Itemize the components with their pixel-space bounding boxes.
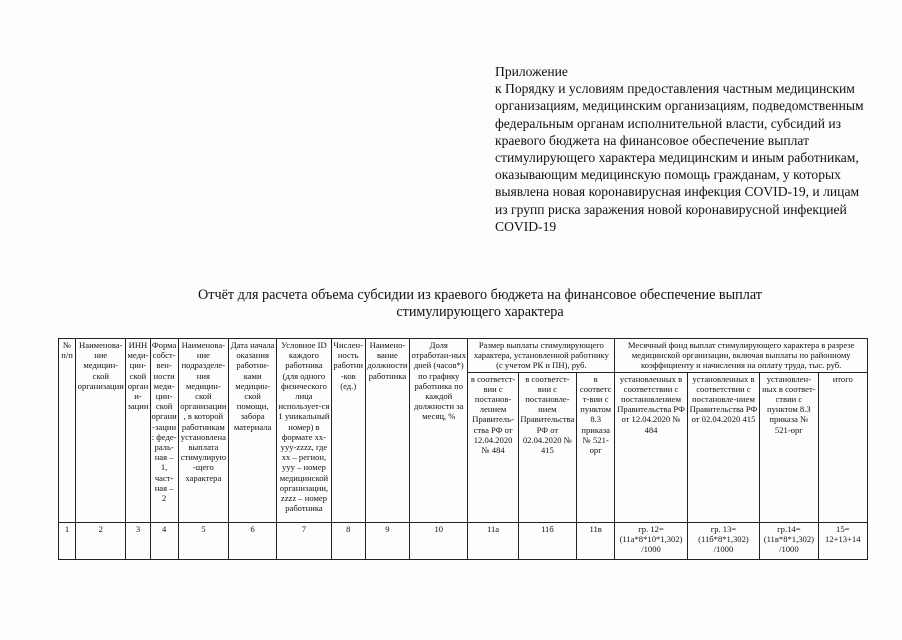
header-cell: в соответст-вии с постанов-лением Правитель-ства РФ от 12.04.2020 № 484	[468, 372, 518, 522]
column-number-cell: 9	[365, 522, 409, 559]
header-group-cell: Месячный фонд выплат стимулирующего характера в разрезе медицинской организации, включая выплаты по районному коэффициенту и начисления на оплату труда, тыс. руб.	[615, 339, 868, 373]
header-cell: Наименова-ние медицин-ской организации	[76, 339, 126, 523]
header-cell: Наименова-ние подразделе-ния медицин-ской организации, в которой работникам установлена выплата стимулирую-щего характера	[178, 339, 228, 523]
appendix-block	[495, 63, 875, 235]
column-number-cell: 11б	[518, 522, 576, 559]
column-number-cell: 4	[150, 522, 178, 559]
header-group-cell: Размер выплаты стимулирующего характера, установленной работнику (с учетом РК и ПН), руб.	[468, 339, 615, 373]
column-number-cell: 11а	[468, 522, 518, 559]
header-cell: Условное ID каждого работника (для одного физического лица использует-ся 1 уникальный номер) в формате хх-ууу-zzzz, где хх – регион, ууу – номер медицинской организации, zzzz – номер работника	[277, 339, 331, 523]
header-cell: итого	[818, 372, 867, 522]
header-row-1	[59, 339, 868, 373]
column-number-cell: гр.14= (11в*8*1,302) /1000	[760, 522, 818, 559]
header-cell: Дата начала оказания работни-ками медицин-ской помощи, забора материала	[229, 339, 277, 523]
column-number-cell: 3	[126, 522, 150, 559]
header-cell: в соответст-вии с постановле-нием Правительства РФ от 02.04.2020 № 415	[518, 372, 576, 522]
column-number-cell: 8	[331, 522, 365, 559]
column-number-cell: гр. 12= (11а*8*10*1,302) /1000	[615, 522, 687, 559]
column-number-cell: гр. 13= (11б*8*1,302) /1000	[687, 522, 759, 559]
column-number-cell: 10	[410, 522, 468, 559]
header-cell: № п/п	[59, 339, 76, 523]
header-cell: установленных в соответствии с постановлением Правительства РФ от 12.04.2020 № 484	[615, 372, 687, 522]
header-cell: в соответст-вии с пунктом 8.3 приказа № 521-орг	[577, 372, 615, 522]
column-number-cell: 2	[76, 522, 126, 559]
header-cell: Форма собст-вен-ности меди-цин-ской органи-зации: феде-раль-ная – 1, част-ная – 2	[150, 339, 178, 523]
column-number-cell: 1	[59, 522, 76, 559]
appendix-text: к Порядку и условиям предоставления частным медицинским организациям, медицинским организациям, подведомственным федеральным органам исполнительной власти, субсидий из краевого бюджета на финансовое обеспечение выплат стимулирующего характера медицинским и иным работникам, оказывающим медицинскую помощь гражданам, у которых выявлена новая коронавирусная инфекция COVID-19, и лицам из групп риска заражения новой коронавирусной инфекцией COVID-19	[495, 81, 864, 234]
header-cell: Доля отработан-ных дней (часов*) по графику работника по каждой должности за месяц, %	[410, 339, 468, 523]
report-title: Отчёт для расчета объема субсидии из краевого бюджета на финансовое обеспечение выплат стимулирующего характера	[198, 287, 762, 320]
column-number-cell: 7	[277, 522, 331, 559]
appendix-lead: Приложение	[495, 64, 568, 79]
report-table	[58, 338, 868, 560]
header-cell: установленных в соответствии с постановле-нием Правительства РФ от 02.04.2020 415	[687, 372, 759, 522]
header-cell: Числен-ность работни-ков (ед.)	[331, 339, 365, 523]
header-cell: Наимено-вание должности работника	[365, 339, 409, 523]
column-number-cell: 6	[229, 522, 277, 559]
column-number-cell: 11в	[577, 522, 615, 559]
column-number-cell: 15= 12+13+14	[818, 522, 867, 559]
header-cell: ИНН меди-цин-ской органи-зации	[126, 339, 150, 523]
column-number-row	[59, 522, 868, 559]
column-number-cell: 5	[178, 522, 228, 559]
header-cell: установлен-ных в соответ-ствии с пунктом 8.3 приказа № 521-орг	[760, 372, 818, 522]
